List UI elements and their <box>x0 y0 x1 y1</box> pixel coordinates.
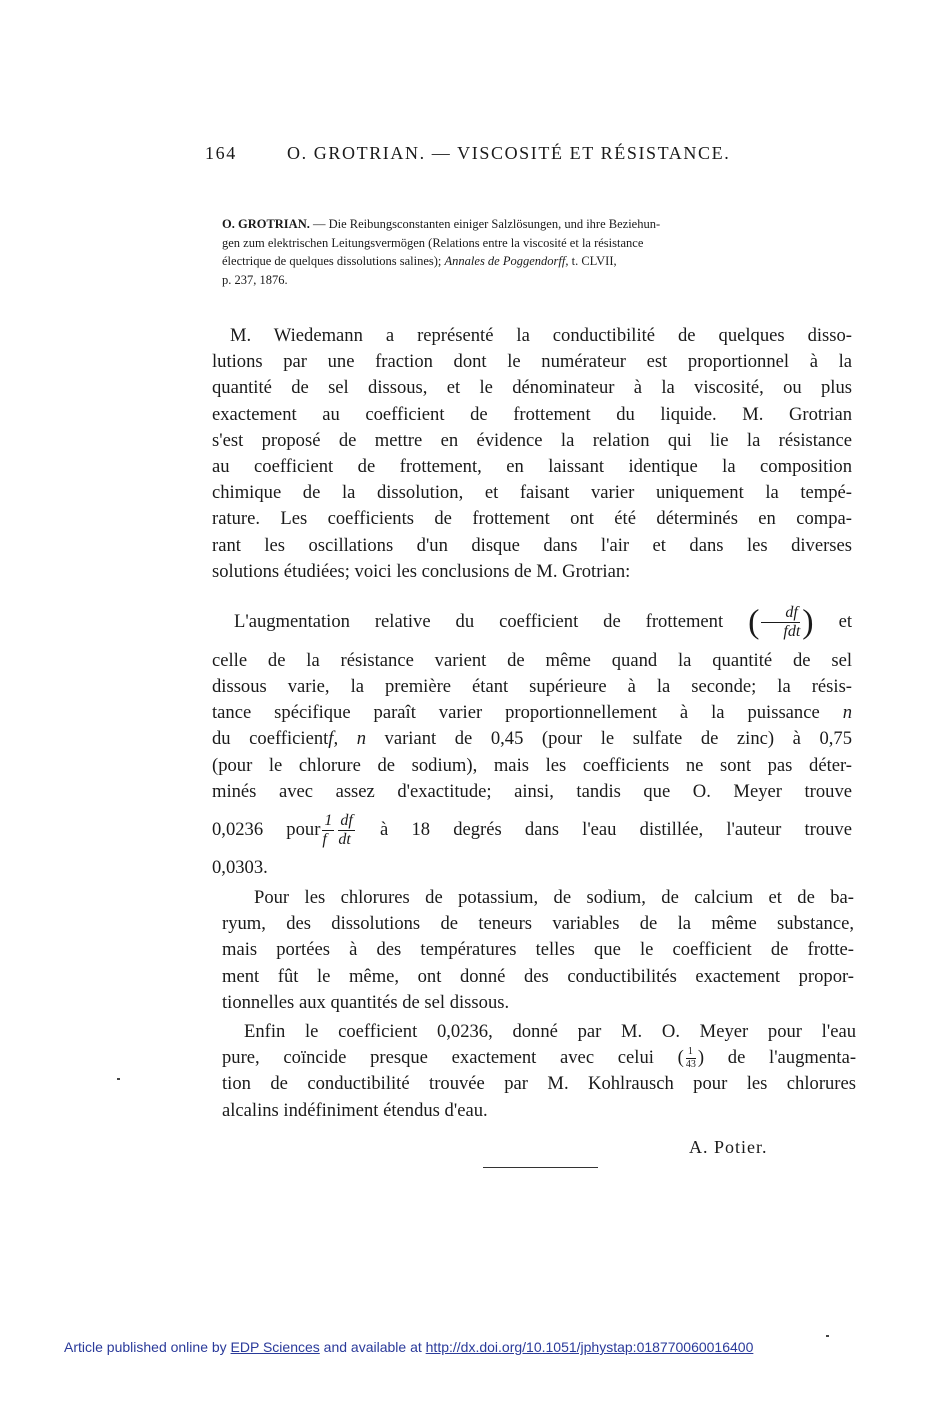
fraction-numerator: 1 <box>686 1047 696 1059</box>
text-line <box>212 726 852 752</box>
fraction-denominator: 43 <box>685 1059 696 1071</box>
running-header <box>205 143 765 167</box>
text-line: quantité de sel dissous, et le dénominateur à la viscosité, ou plus <box>212 377 852 399</box>
text-fragment: variant de 0,45 (pour le sulfate de zinc) à 0,75 <box>384 728 852 750</box>
fraction-numerator: df <box>761 605 800 623</box>
paragraph-2 <box>212 597 852 881</box>
page-number: 164 <box>205 143 237 163</box>
text-line: 0,0303. <box>212 856 268 878</box>
text-line: mais portées à des températures telles que le coefficient de frotte- <box>222 939 854 961</box>
text-line: solutions étudiées; voici les conclusions de M. Grotrian: <box>212 560 631 582</box>
text-fragment: de l'augmenta- <box>727 1047 857 1069</box>
text-line: Pour les chlorures de potassium, de sodium, de calcium et de ba- <box>254 887 854 908</box>
fraction-df-dt <box>338 813 354 848</box>
text-line: M. Wiedemann a représenté la conductibilité de quelques disso- <box>230 325 852 346</box>
text-line: celle de la résistance varient de même quand la quantité de sel <box>212 649 852 671</box>
text-line: rant les oscillations d'un disque dans l'air et dans les diverses <box>212 534 852 556</box>
reference-line: p. 237, 1876. <box>222 272 288 287</box>
text-fragment: 0,0236 pour <box>212 818 321 840</box>
end-rule <box>483 1167 598 1168</box>
text-line: alcalins indéfiniment étendus d'eau. <box>222 1099 488 1121</box>
fraction-1-f <box>322 813 334 848</box>
text-line: ment fût le même, ont donné des conductibilités exactement propor- <box>222 965 854 987</box>
bibliographic-reference <box>222 215 842 289</box>
fraction-numerator: df <box>340 812 353 830</box>
footer-middle: and available at <box>323 1339 422 1355</box>
publisher-link[interactable]: EDP Sciences <box>230 1339 320 1355</box>
text-line: dissous varie, la première étant supérieure à la seconde; la résis- <box>212 675 852 697</box>
fraction-denominator: fdt <box>783 623 801 641</box>
running-title: O. GROTRIAN. — VISCOSITÉ ET RÉSISTANCE. <box>287 143 731 163</box>
text-line <box>212 700 852 726</box>
paragraph-1 <box>212 323 852 585</box>
math-variable: n <box>356 728 366 750</box>
text-line: lutions par une fraction dont le numérateur est proportionnel à la <box>212 351 852 373</box>
text-line: rature. Les coefficients de frottement ont été déterminés en compa- <box>212 508 852 530</box>
paragraph-3 <box>222 885 854 1016</box>
reference-volume: t. CLVII, <box>571 254 617 268</box>
text-fragment: pure, coïncide presque exactement avec celui <box>222 1047 654 1069</box>
text-line <box>212 597 852 648</box>
paragraph-4 <box>222 1019 856 1124</box>
text-line: pure, coïncide presque exactement avec celui ( $\frac{1}{43}$ ) de l'augmenta- <box>222 1046 857 1071</box>
scan-speck <box>826 1335 829 1337</box>
text-line <box>212 805 852 855</box>
text-line: minés avec assez d'exactitude; ainsi, tandis que O. Meyer trouve <box>212 780 852 802</box>
author-signature: A. Potier. <box>689 1137 768 1157</box>
math-variable: f, <box>328 728 339 750</box>
text-line: (pour le chlorure de sodium), mais les coefficients ne sont pas déter- <box>212 754 852 776</box>
reference-journal: Annales de Poggendorff, <box>444 254 569 268</box>
text-line: tionnelles aux quantités de sel dissous. <box>222 991 510 1013</box>
text-fragment: à 18 degrés dans l'eau distillée, l'auteur trouve <box>380 818 852 840</box>
fraction-1-43 <box>686 1047 696 1070</box>
text-fragment: tance spécifique paraît varier proportionnellement à la puissance <box>212 702 820 724</box>
reference-line: — Die Reibungsconstanten einiger Salzlösungen, und ihre Beziehun- <box>312 217 661 231</box>
fraction-df-fdt <box>761 605 800 640</box>
paren-open: ( <box>748 603 760 641</box>
fraction-denominator: f <box>322 831 327 849</box>
paren-close: ) <box>802 603 814 641</box>
publication-footer <box>64 1339 753 1355</box>
fraction-numerator: 1 <box>324 812 333 830</box>
reference-line: électrique de quelques dissolutions salines); <box>222 254 442 268</box>
scan-speck <box>117 1078 120 1080</box>
text-line: au coefficient de frottement, en laissant identique la composition <box>212 456 852 478</box>
math-variable: n <box>842 702 852 724</box>
text-line: exactement au coefficient de frottement du liquide. M. Grotrian <box>212 403 852 425</box>
text-line: chimique de la dissolution, et faisant varier uniquement la tempé- <box>212 482 852 504</box>
text-fragment: L'augmentation relative du coefficient de frottement <box>234 611 724 632</box>
reference-line: gen zum elektrischen Leitungsvermögen (Relations entre la viscosité et la résistance <box>222 235 644 250</box>
fraction-denominator: dt <box>338 831 351 849</box>
text-fragment: et <box>838 611 852 632</box>
footer-prefix: Article published online by <box>64 1339 227 1355</box>
doi-link[interactable]: http://dx.doi.org/10.1051/jphystap:018770060016400 <box>425 1339 754 1355</box>
reference-author: O. GROTRIAN. <box>222 217 310 231</box>
text-fragment: du coefficient <box>212 728 329 750</box>
text-line: Enfin le coefficient 0,0236, donné par M. O. Meyer pour l'eau <box>244 1021 856 1042</box>
text-line: ryum, des dissolutions de teneurs variables de la même substance, <box>222 913 854 935</box>
text-line: tion de conductibilité trouvée par M. Kohlrausch pour les chlorures <box>222 1073 856 1095</box>
text-line: s'est proposé de mettre en évidence la relation qui lie la résistance <box>212 429 852 451</box>
